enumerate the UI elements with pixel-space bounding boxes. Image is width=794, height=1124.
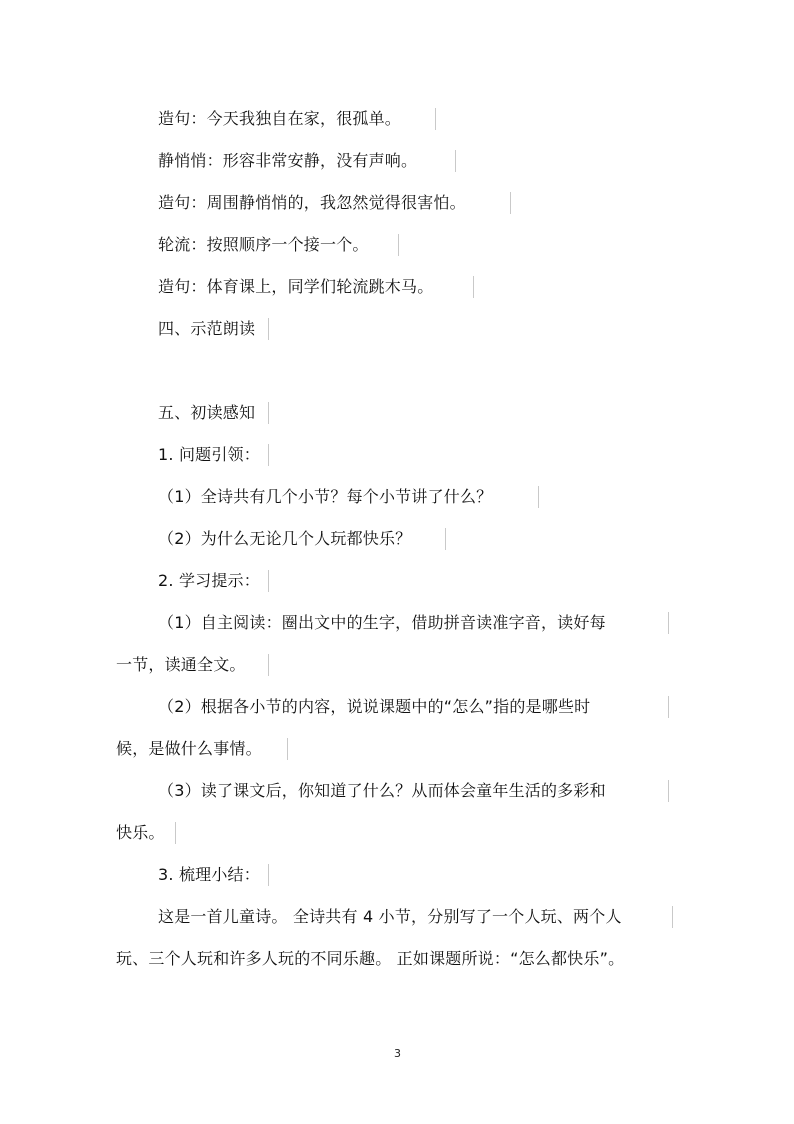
text-line-9: （1）全诗共有几个小节？每个小节讲了什么？ [158, 487, 493, 506]
line-end-mark [672, 906, 673, 928]
line-end-mark [435, 108, 436, 130]
line-end-mark [268, 570, 269, 592]
line-end-mark [287, 738, 288, 760]
line-end-mark [268, 402, 269, 424]
text-line-19: 这是一首儿童诗。 全诗共有 4 小节，分别写了一个人玩、两个人 [158, 907, 622, 926]
text-line-3: 造句：周围静悄悄的，我忽然觉得很害怕。 [158, 193, 466, 212]
text-line-15: 候，是做什么事情。 [116, 739, 262, 758]
text-line-18: 3. 梳理小结： [158, 865, 260, 884]
section-heading-5: 五、初读感知 [158, 403, 256, 422]
line-end-mark [175, 822, 176, 844]
line-end-mark [398, 234, 399, 256]
line-end-mark [668, 696, 669, 718]
line-end-mark [473, 276, 474, 298]
text-line-1: 造句：今天我独自在家，很孤单。 [158, 109, 402, 128]
line-end-mark [510, 192, 511, 214]
line-end-mark [268, 654, 269, 676]
line-end-mark [268, 318, 269, 340]
text-line-8: 1. 问题引领： [158, 445, 260, 464]
section-heading-4: 四、示范朗读 [158, 319, 256, 338]
text-line-10: （2）为什么无论几个人玩都快乐？ [158, 529, 412, 548]
text-line-5: 造句：体育课上，同学们轮流跳木马。 [158, 277, 434, 296]
text-line-16: （3）读了课文后，你知道了什么？从而体会童年生活的多彩和 [158, 781, 606, 800]
page-number: 3 [394, 1047, 401, 1060]
line-end-mark [268, 444, 269, 466]
text-line-17: 快乐。 [116, 823, 165, 842]
line-end-mark [538, 486, 539, 508]
line-end-mark [455, 150, 456, 172]
text-line-20: 玩、三个人玩和许多人玩的不同乐趣。 正如课题所说：“怎么都快乐”。 [116, 949, 625, 968]
text-line-14: （2）根据各小节的内容，说说课题中的“怎么”指的是哪些时 [158, 697, 591, 716]
text-line-4: 轮流：按照顺序一个接一个。 [158, 235, 369, 254]
line-end-mark [268, 864, 269, 886]
text-line-13: 一节，读通全文。 [116, 655, 246, 674]
text-line-12: （1）自主阅读：圈出文中的生字，借助拼音读准字音，读好每 [158, 613, 606, 632]
line-end-mark [668, 612, 669, 634]
line-end-mark [445, 528, 446, 550]
text-line-2: 静悄悄：形容非常安静，没有声响。 [158, 151, 418, 170]
text-line-11: 2. 学习提示： [158, 571, 260, 590]
line-end-mark [668, 780, 669, 802]
